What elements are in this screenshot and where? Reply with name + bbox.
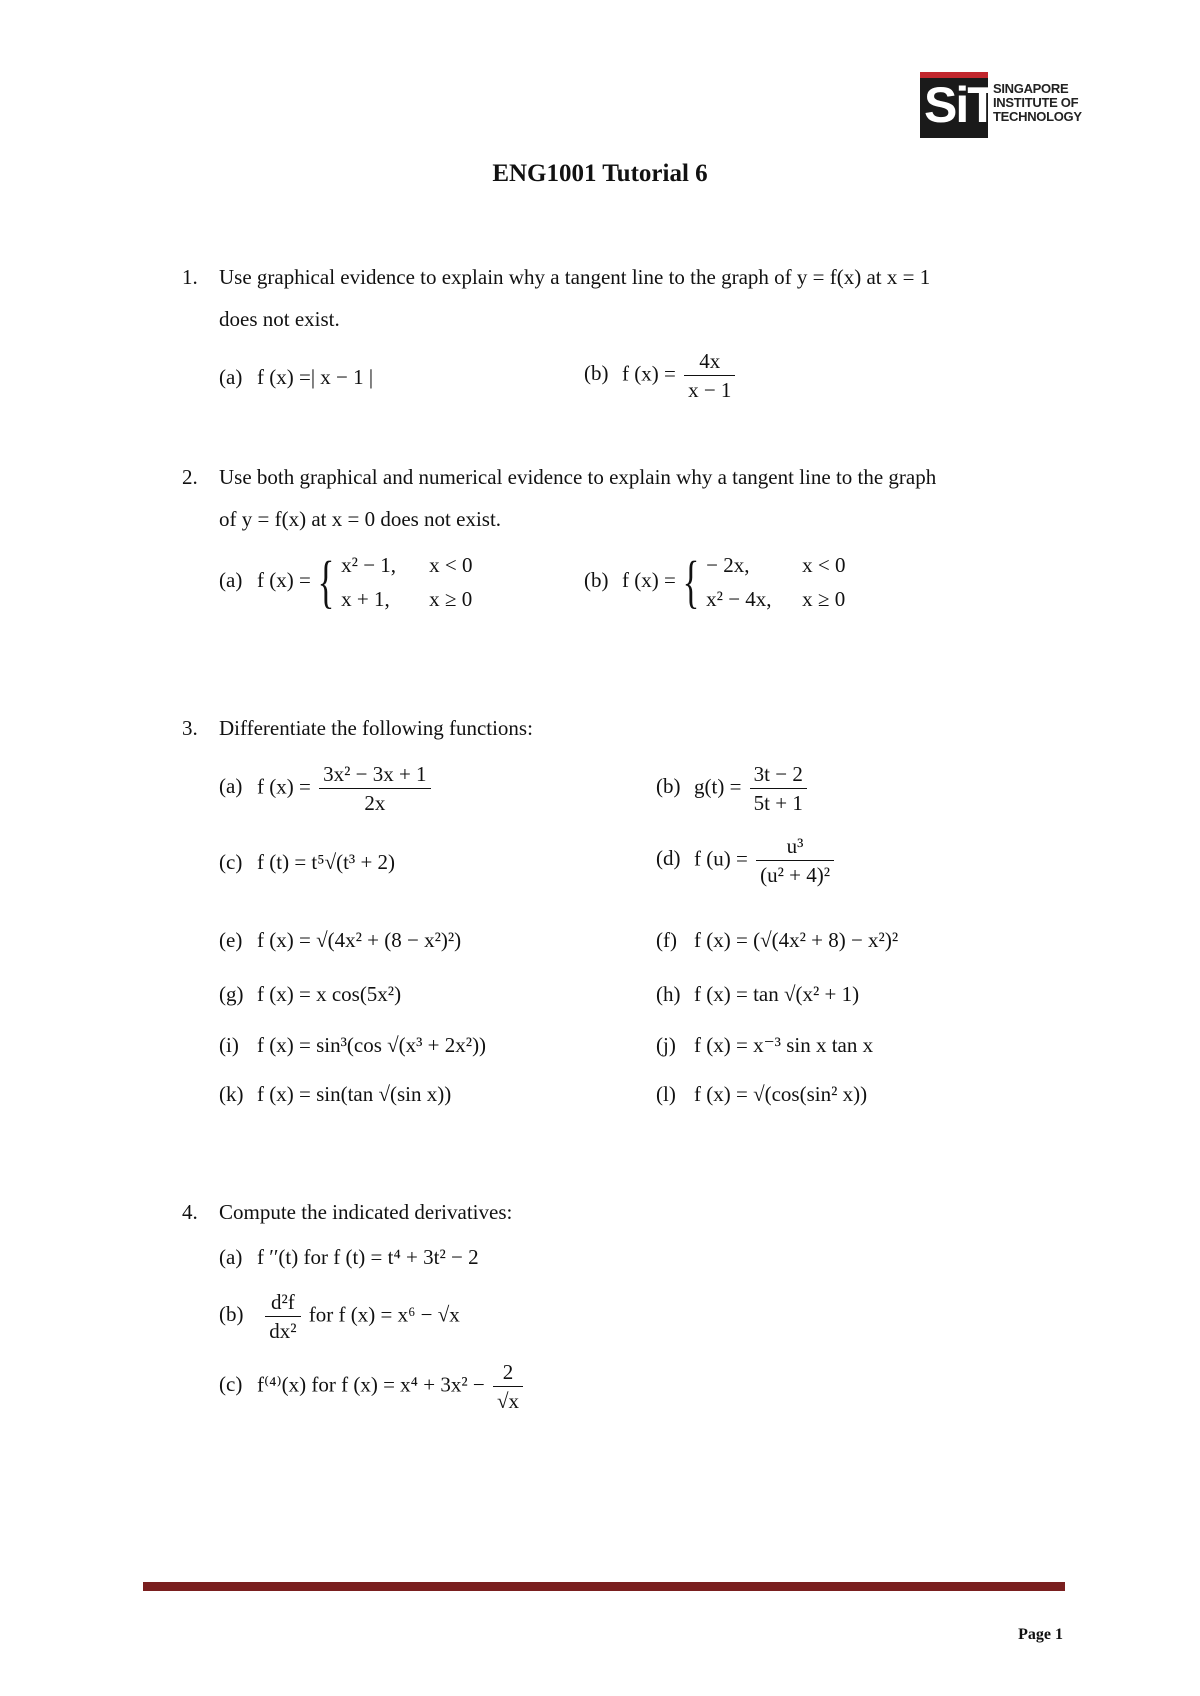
page-number: Page 1: [1018, 1626, 1063, 1643]
q4-part-b: (b) $\frac{\text{d²f}}{\text{dx²}}$ for f (x) = x⁶ − √x: [219, 1290, 460, 1343]
q1-part-a: (a) f (x) =| x − 1 |: [219, 365, 374, 389]
q3-part-c: (c) f (t) = t⁵√(t³ + 2): [219, 850, 396, 874]
q3-part-i: (i) f (x) = sin³(cos √(x³ + 2x²)): [219, 1033, 487, 1057]
q2-text-line2: of y = f(x) at x = 0 does not exist.: [219, 507, 502, 531]
q1-part-b: (b) f (x) = $\frac{4x}{x - 1}$: [584, 347, 738, 404]
q1-text-line2: does not exist.: [219, 307, 340, 331]
page-title: ENG1001 Tutorial 6: [492, 160, 708, 187]
q4-text: Compute the indicated derivatives:: [219, 1200, 513, 1224]
q3-part-k: (k) f (x) = sin(tan √(sin x)): [219, 1082, 452, 1106]
sit-logo: [920, 72, 1082, 140]
q3-part-h: (h) f (x) = tan √(x² + 1): [656, 982, 860, 1006]
footer-divider: [143, 1582, 1065, 1591]
q3-part-d: (d) f (u) = $\frac{\text{u³}}{\text{(u² + 4)²}}$: [656, 832, 837, 889]
q3-part-j: (j) f (x) = x⁻³ sin x tan x: [656, 1033, 874, 1057]
logo-text: SINGAPORE INSTITUTE OF TECHNOLOGY: [993, 81, 1082, 124]
q3-part-g: (g) f (x) = x cos(5x²): [219, 982, 402, 1006]
q3-part-b: (b) g(t) = $\frac{3t - 2}{5t + 1}$: [656, 760, 810, 817]
q3-part-e: (e) f (x) = √(4x² + (8 − x²)²): [219, 928, 462, 952]
q4-part-a: (a) f ′′(t) for f (t) = t⁴ + 3t² − 2: [219, 1245, 479, 1269]
q4-part-c: (c) f⁽⁴⁾(x) for f (x) = x⁴ + 3x² − $\frac{2}{√x}$: [219, 1358, 526, 1415]
q3-part-a: (a) f (x) = $\frac{\text{3x² − 3x + 1}}{2x}$: [219, 760, 434, 817]
q1-text-line1: Use graphical evidence to explain why a tangent line to the graph of y = f(x) at x = 1: [219, 265, 931, 289]
logo-mark-text: SiT: [924, 77, 996, 133]
q3-part-l: (l) f (x) = √(cos(sin² x)): [656, 1082, 868, 1106]
q2-text-line1: Use both graphical and numerical evidence to explain why a tangent line to the graph: [219, 465, 937, 489]
q2-part-b: (b) f (x) = { − 2x, x < 0 x² − 4x, x ≥ 0: [584, 549, 846, 614]
q2-part-a: (a) f (x) = { x² − 1, x < 0 x + 1, x ≥ 0: [219, 549, 473, 614]
q3-part-f: (f) f (x) = (√(4x² + 8) − x²)²: [656, 928, 899, 952]
logo-mark: [920, 72, 996, 138]
q3-text: Differentiate the following functions:: [219, 716, 533, 740]
